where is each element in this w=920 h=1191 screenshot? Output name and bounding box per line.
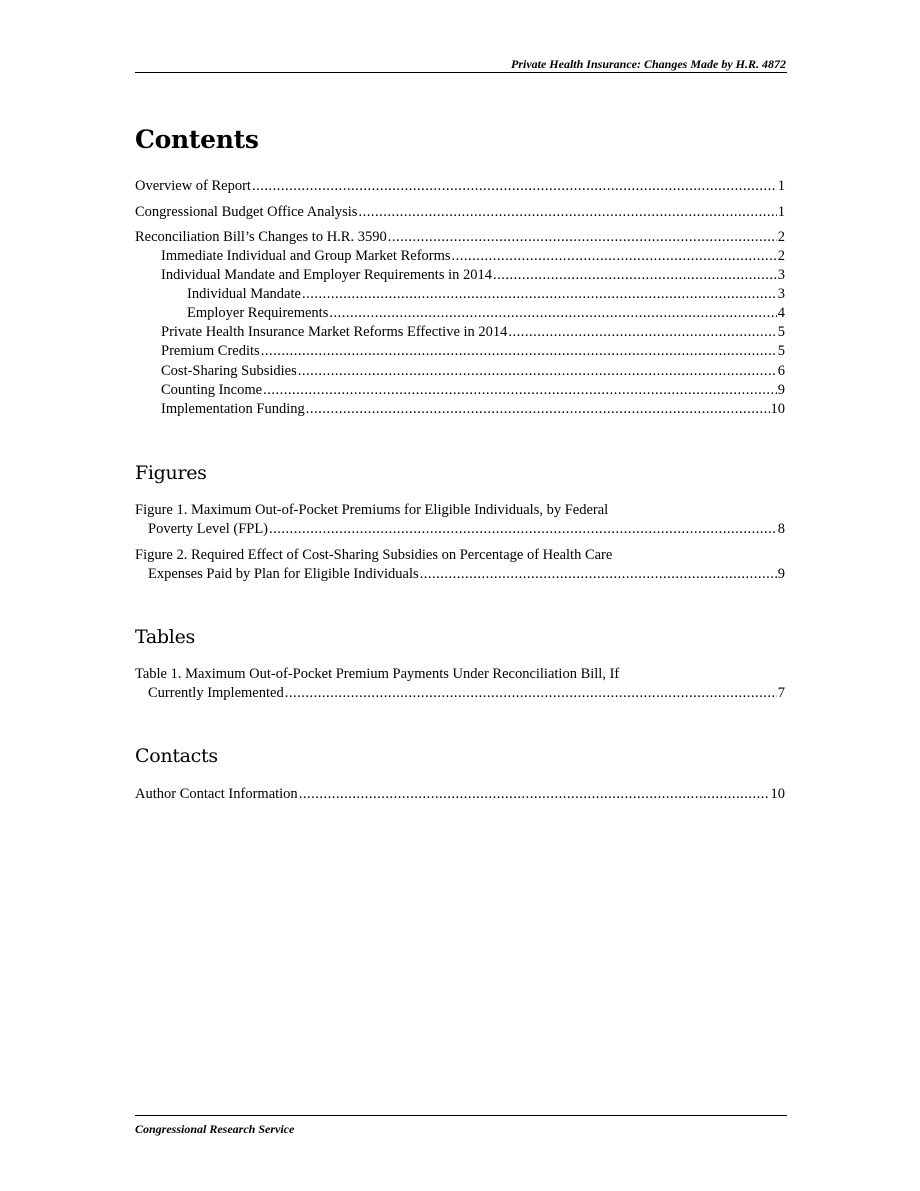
running-header bbox=[135, 55, 787, 73]
toc-entry-label: Counting Income bbox=[161, 382, 263, 398]
leader-dots bbox=[261, 342, 777, 360]
leader-dots bbox=[252, 177, 777, 195]
leader-dots bbox=[306, 400, 770, 418]
toc-entry-label: Implementation Funding bbox=[161, 401, 305, 417]
leader-dots bbox=[269, 520, 777, 538]
running-header-title: Private Health Insurance: Changes Made by H.R. 4872 bbox=[510, 57, 786, 71]
toc-entry-page: 9 bbox=[777, 566, 785, 582]
contacts-heading: Contacts bbox=[135, 745, 218, 767]
toc-entry-page: 9 bbox=[777, 382, 785, 398]
tables-heading: Tables bbox=[135, 626, 195, 648]
toc-entry-reconciliation-changes[interactable] bbox=[135, 228, 785, 246]
toc-entry-page: 3 bbox=[777, 267, 785, 283]
toc-entry-counting-income[interactable] bbox=[161, 381, 785, 399]
toc-entry-label: Poverty Level (FPL) bbox=[148, 521, 269, 537]
toc-entry-label: Reconciliation Bill’s Changes to H.R. 3590 bbox=[135, 229, 387, 245]
toc-entry-market-reforms-2014[interactable] bbox=[161, 323, 785, 341]
toc-entry-label: Individual Mandate and Employer Requirements in 2014 bbox=[161, 267, 493, 283]
toc-entry-label: Private Health Insurance Market Reforms Effective in 2014 bbox=[161, 324, 508, 340]
toc-entry-label: Congressional Budget Office Analysis bbox=[135, 204, 358, 220]
table-entry-1[interactable] bbox=[148, 684, 785, 702]
toc-entry-page: 8 bbox=[777, 521, 785, 537]
toc-entry-page: 2 bbox=[777, 229, 785, 245]
toc-entry-page: 1 bbox=[777, 204, 785, 220]
leader-dots bbox=[452, 247, 777, 265]
figure-entry-2[interactable] bbox=[148, 565, 785, 583]
toc-entry-page: 10 bbox=[770, 401, 785, 417]
leader-dots bbox=[302, 285, 777, 303]
toc-entry-page: 1 bbox=[777, 178, 785, 194]
toc-entry-label: Immediate Individual and Group Market Reforms bbox=[161, 248, 451, 264]
toc-entry-cost-sharing-subsidies[interactable] bbox=[161, 362, 785, 380]
leader-dots bbox=[388, 228, 777, 246]
toc-entry-page: 4 bbox=[777, 305, 785, 321]
toc-entry-individual-mandate[interactable] bbox=[187, 285, 785, 303]
figure-entry-1-title[interactable]: Figure 1. Maximum Out-of-Pocket Premiums for Eligible Individuals, by Federal bbox=[135, 502, 609, 518]
figure-entry-1[interactable] bbox=[148, 520, 785, 538]
toc-entry-page: 6 bbox=[777, 363, 785, 379]
toc-entry-cbo-analysis[interactable] bbox=[135, 203, 785, 221]
leader-dots bbox=[493, 266, 777, 284]
toc-entry-page: 5 bbox=[777, 324, 785, 340]
toc-entry-mandate-employer-2014[interactable] bbox=[161, 266, 785, 284]
leader-dots bbox=[285, 684, 777, 702]
contents-heading: Contents bbox=[135, 125, 259, 154]
toc-entry-label: Author Contact Information bbox=[135, 786, 298, 802]
table-entry-1-title[interactable]: Table 1. Maximum Out-of-Pocket Premium Payments Under Reconciliation Bill, If bbox=[135, 666, 620, 682]
toc-entry-page: 3 bbox=[777, 286, 785, 302]
toc-entry-immediate-reforms[interactable] bbox=[161, 247, 785, 265]
leader-dots bbox=[420, 565, 777, 583]
toc-entry-page: 5 bbox=[777, 343, 785, 359]
footer-publisher: Congressional Research Service bbox=[135, 1122, 295, 1136]
toc-entry-overview[interactable] bbox=[135, 177, 785, 195]
leader-dots bbox=[299, 785, 770, 803]
toc-entry-label: Individual Mandate bbox=[187, 286, 301, 302]
toc-entry-implementation-funding[interactable] bbox=[161, 400, 785, 418]
toc-entry-employer-requirements[interactable] bbox=[187, 304, 785, 322]
leader-dots bbox=[329, 304, 776, 322]
toc-entry-page: 10 bbox=[770, 786, 785, 802]
leader-dots bbox=[263, 381, 777, 399]
toc-entry-label: Overview of Report bbox=[135, 178, 251, 194]
figure-entry-2-title[interactable]: Figure 2. Required Effect of Cost-Sharing Subsidies on Percentage of Health Care bbox=[135, 547, 613, 563]
toc-entry-premium-credits[interactable] bbox=[161, 342, 785, 360]
leader-dots bbox=[298, 362, 777, 380]
toc-entry-label: Premium Credits bbox=[161, 343, 260, 359]
leader-dots bbox=[508, 323, 776, 341]
figures-heading: Figures bbox=[135, 462, 207, 484]
toc-entry-page: 7 bbox=[777, 685, 785, 701]
leader-dots bbox=[358, 203, 776, 221]
toc-entry-label: Cost-Sharing Subsidies bbox=[161, 363, 297, 379]
toc-entry-label: Employer Requirements bbox=[187, 305, 329, 321]
toc-entry-label: Expenses Paid by Plan for Eligible Individuals bbox=[148, 566, 419, 582]
page-footer bbox=[135, 1115, 787, 1136]
toc-entry-label: Currently Implemented bbox=[148, 685, 284, 701]
toc-entry-page: 2 bbox=[777, 248, 785, 264]
contact-entry-author-info[interactable] bbox=[135, 785, 785, 803]
